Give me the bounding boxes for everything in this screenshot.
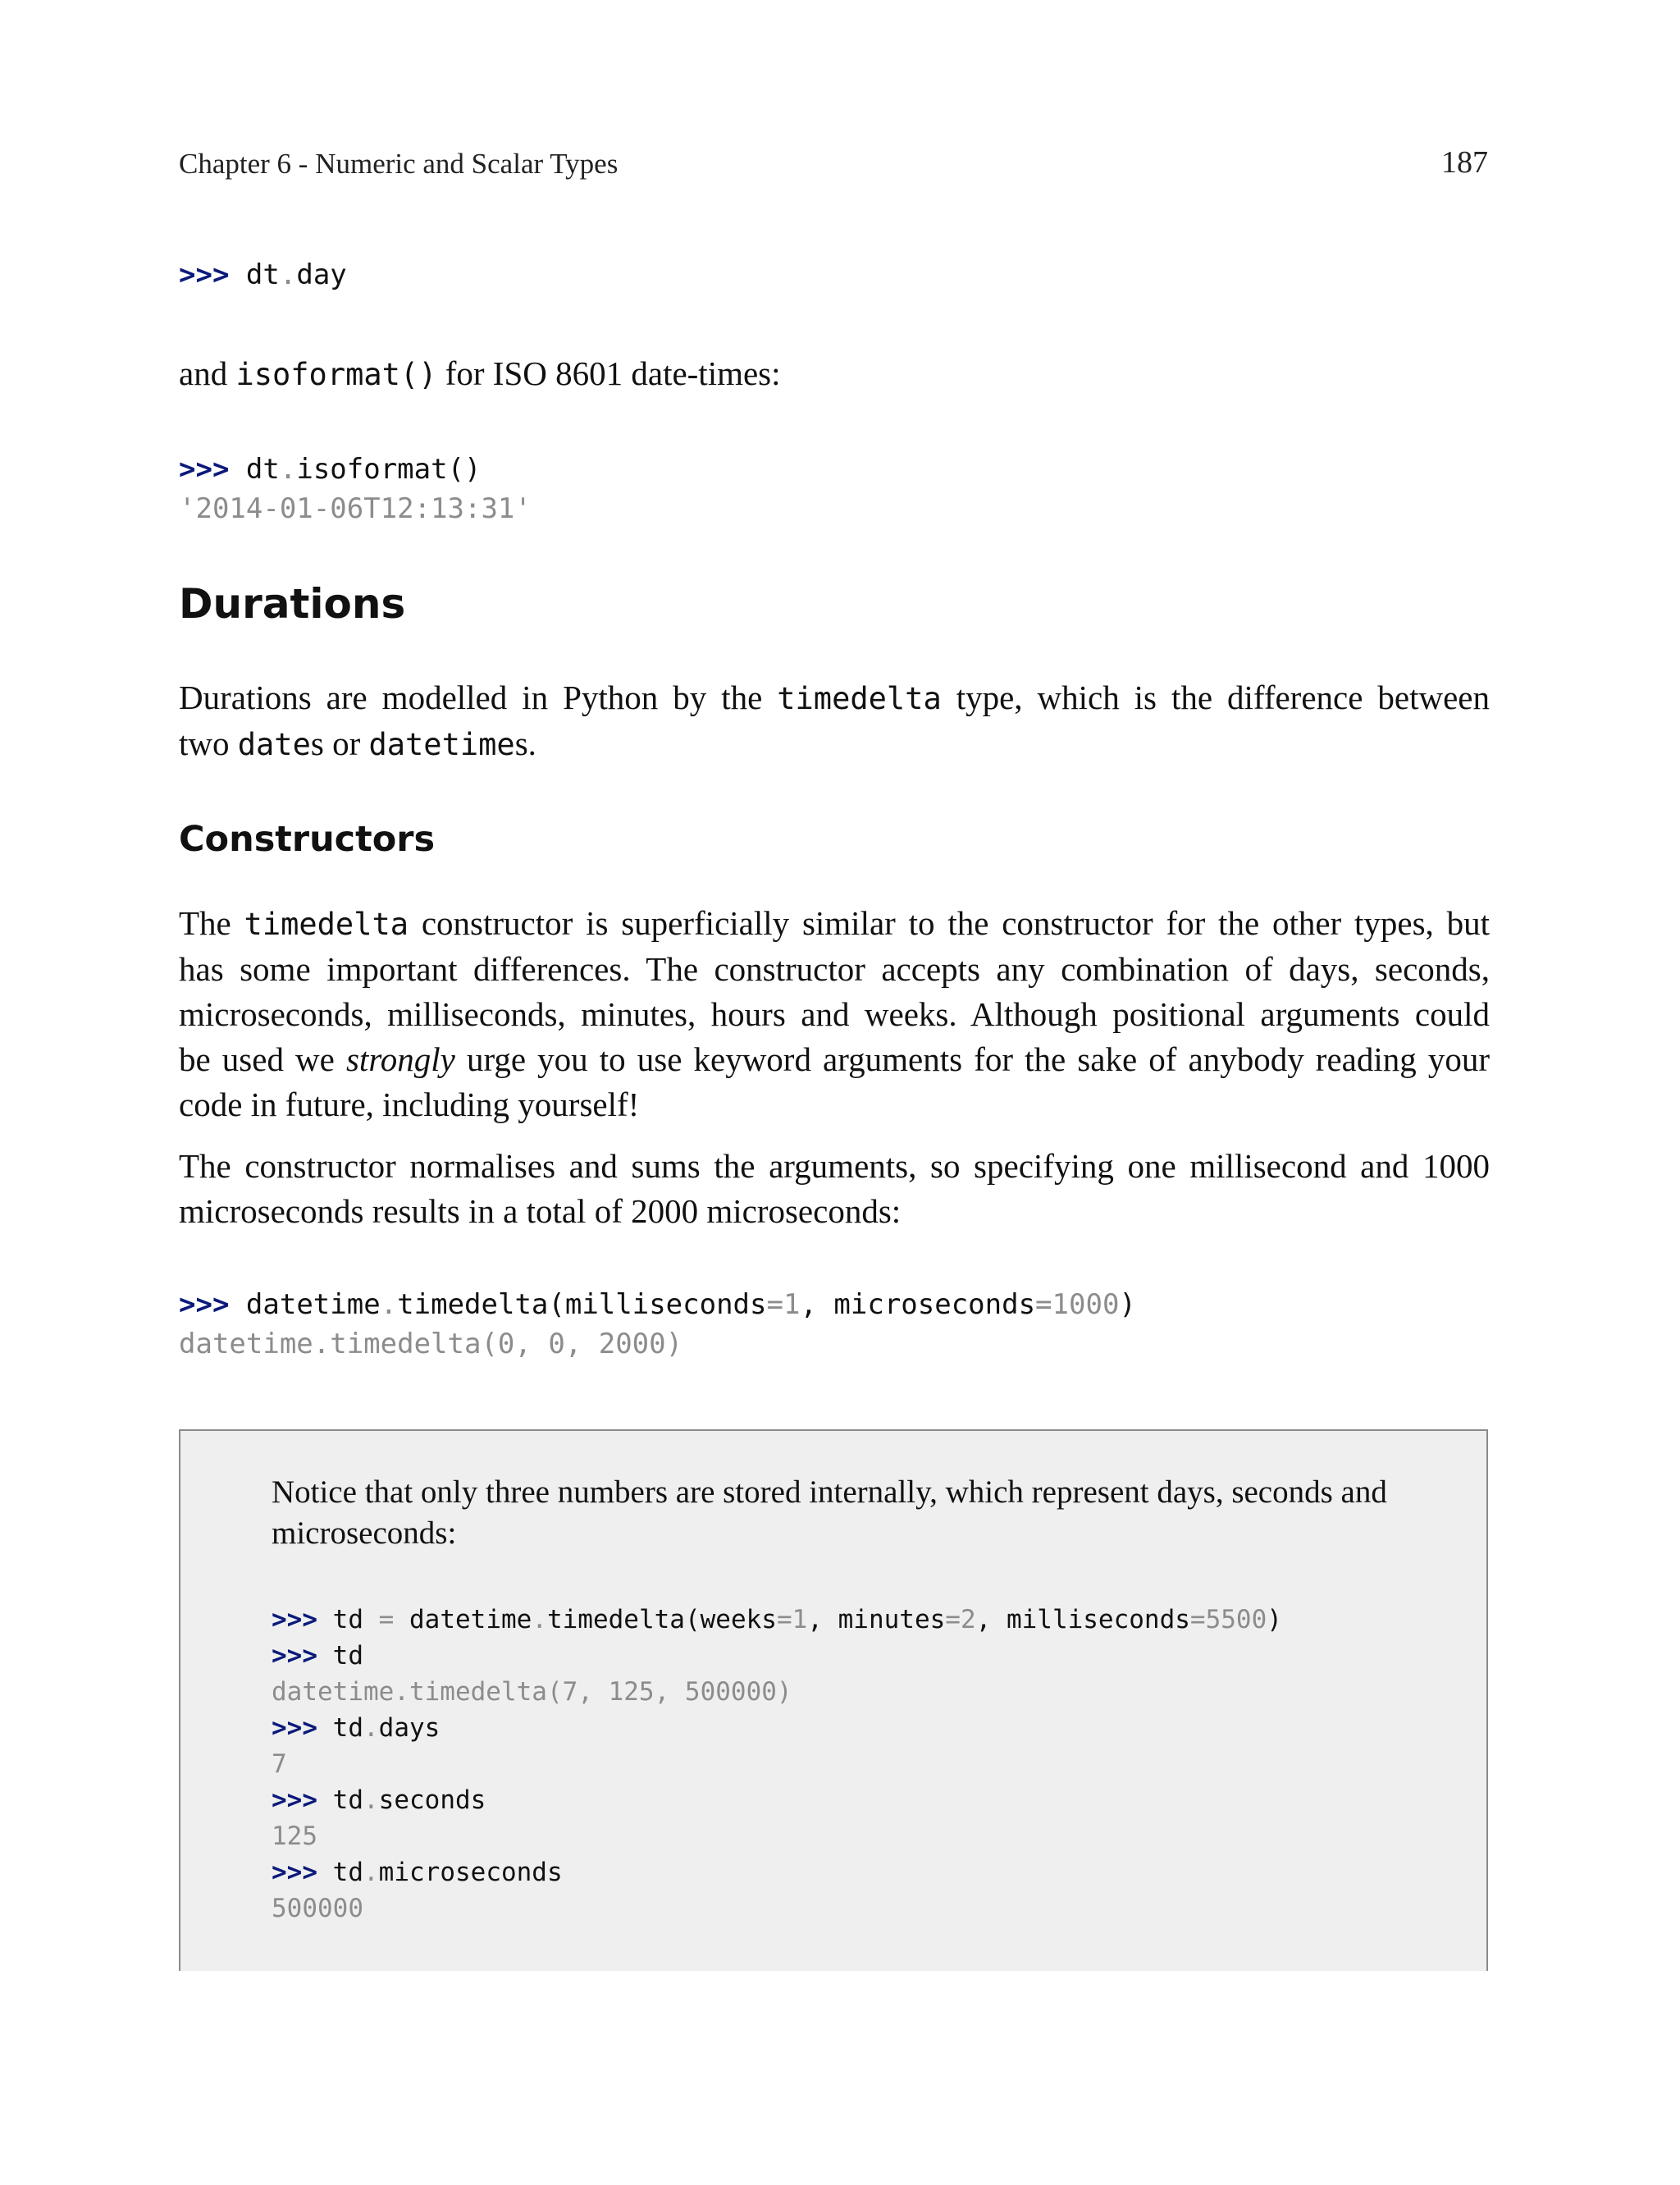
- aside-line: microseconds:: [272, 1515, 457, 1551]
- text: and: [179, 354, 236, 392]
- inline-code: datetime: [368, 727, 515, 762]
- code-output: 125: [272, 1822, 317, 1851]
- text: for ISO 8601 date-times:: [436, 354, 781, 392]
- code-text: , minutes: [807, 1605, 946, 1634]
- text: s.: [514, 725, 536, 762]
- code-number: 1: [792, 1605, 808, 1634]
- code-line: [272, 1638, 1282, 1674]
- code-call: isoformat(): [296, 453, 482, 486]
- code-block-timedelta: [179, 1285, 1136, 1324]
- text: type, which is the difference between: [941, 679, 1490, 716]
- paragraph-line: [179, 901, 1490, 947]
- code-op: =: [1035, 1288, 1052, 1321]
- code-output: '2014-01-06T12:13:31': [179, 492, 532, 525]
- code-op: =: [776, 1605, 792, 1634]
- paragraph-line: microseconds results in a total of 2000 microseconds:: [179, 1192, 902, 1230]
- code-line: [272, 1782, 1282, 1818]
- code-number: 1000: [1052, 1288, 1120, 1321]
- code-block-isoformat: [179, 450, 482, 489]
- prompt: >>>: [179, 453, 230, 486]
- paragraph-normalise: [179, 1144, 1490, 1234]
- text: The: [179, 904, 244, 942]
- code-number: 2: [960, 1605, 976, 1634]
- text: two: [179, 725, 238, 762]
- code-line: [272, 1854, 1282, 1890]
- code-text: , microseconds: [800, 1288, 1036, 1321]
- prompt: >>>: [272, 1605, 317, 1634]
- code-number: 1: [783, 1288, 801, 1321]
- text: be used we: [179, 1040, 346, 1078]
- page-number: 187: [1441, 145, 1488, 180]
- code-output: datetime.timedelta(0, 0, 2000): [179, 1328, 683, 1360]
- paragraph-line: The constructor normalises and sums the arguments, so specifying one millisecond and 1000: [179, 1147, 1490, 1185]
- text: Durations are modelled in Python by the: [179, 679, 778, 716]
- code-op: =: [945, 1605, 961, 1634]
- code-text: timedelta(weeks: [546, 1605, 777, 1634]
- prompt: >>>: [272, 1713, 317, 1743]
- code-text: td: [332, 1605, 363, 1634]
- code-output: 500000: [272, 1894, 363, 1923]
- prompt: >>>: [272, 1641, 317, 1671]
- code-line: [272, 1710, 1282, 1746]
- inline-code: timedelta: [244, 907, 409, 942]
- prompt: >>>: [179, 1288, 230, 1321]
- code-output: 7: [272, 1749, 287, 1779]
- prompt: >>>: [272, 1785, 317, 1815]
- code-text: td: [332, 1858, 363, 1887]
- aside-code-block: [272, 1602, 1282, 1927]
- aside-text: [272, 1472, 1436, 1554]
- prompt: >>>: [179, 258, 230, 291]
- code-text: td: [332, 1641, 363, 1671]
- paragraph-line: code in future, including yourself!: [179, 1086, 640, 1123]
- code-text: , milliseconds: [975, 1605, 1190, 1634]
- paragraph-isoformat: [179, 351, 1491, 397]
- inline-code: date: [237, 727, 311, 762]
- paragraph-line: has some important differences. The constructor accepts any combination of days, seconds,: [179, 950, 1490, 988]
- code-op: =: [1189, 1605, 1206, 1634]
- code-text: td: [332, 1785, 363, 1815]
- emphasis: strongly: [345, 1040, 455, 1078]
- aside-line: Notice that only three numbers are stored internally, which represent days, seconds and: [272, 1474, 1387, 1510]
- code-text: ): [1267, 1605, 1282, 1634]
- paragraph-line: [179, 721, 1491, 767]
- code-dot: .: [363, 1713, 379, 1743]
- code-op: =: [766, 1288, 783, 1321]
- section-heading-durations: Durations: [179, 580, 406, 628]
- code-text: seconds: [378, 1785, 486, 1815]
- paragraph-durations: [179, 675, 1491, 767]
- text: constructor is superficially similar to the constructor for the other types, but: [409, 904, 1490, 942]
- code-dot: .: [532, 1605, 547, 1634]
- code-op: =: [363, 1605, 409, 1634]
- code-attr: day: [296, 258, 347, 291]
- code-text: timedelta(milliseconds: [397, 1288, 767, 1321]
- code-text: ): [1119, 1288, 1136, 1321]
- code-dot: .: [279, 453, 297, 486]
- text: s or: [310, 725, 369, 762]
- code-text: td: [332, 1713, 363, 1743]
- code-obj: dt: [245, 258, 280, 291]
- code-text: datetime: [409, 1605, 532, 1634]
- code-text: days: [378, 1713, 441, 1743]
- code-obj: dt: [245, 453, 280, 486]
- chapter-title: Chapter 6 - Numeric and Scalar Types: [179, 148, 619, 180]
- code-block-dt-day: [179, 255, 347, 295]
- inline-code: timedelta: [777, 681, 942, 716]
- paragraph-line: [179, 675, 1490, 721]
- subsection-heading-constructors: Constructors: [179, 819, 436, 860]
- paragraph-line: [179, 1037, 1490, 1082]
- code-output: datetime.timedelta(7, 125, 500000): [272, 1677, 792, 1707]
- code-dot: .: [363, 1785, 379, 1815]
- code-line: [272, 1602, 1282, 1638]
- text: urge you to use keyword arguments for the sake of anybody reading your: [454, 1040, 1490, 1078]
- code-dot: .: [279, 258, 297, 291]
- code-text: microseconds: [378, 1858, 563, 1887]
- code-text: datetime: [245, 1288, 381, 1321]
- code-dot: .: [380, 1288, 398, 1321]
- paragraph-line: microseconds, milliseconds, minutes, hours and weeks. Although positional arguments could: [179, 995, 1490, 1033]
- prompt: >>>: [272, 1858, 317, 1887]
- inline-code: isoformat(): [235, 357, 437, 392]
- code-number: 5500: [1205, 1605, 1267, 1634]
- code-dot: .: [363, 1858, 379, 1887]
- paragraph-constructor: [179, 901, 1490, 1127]
